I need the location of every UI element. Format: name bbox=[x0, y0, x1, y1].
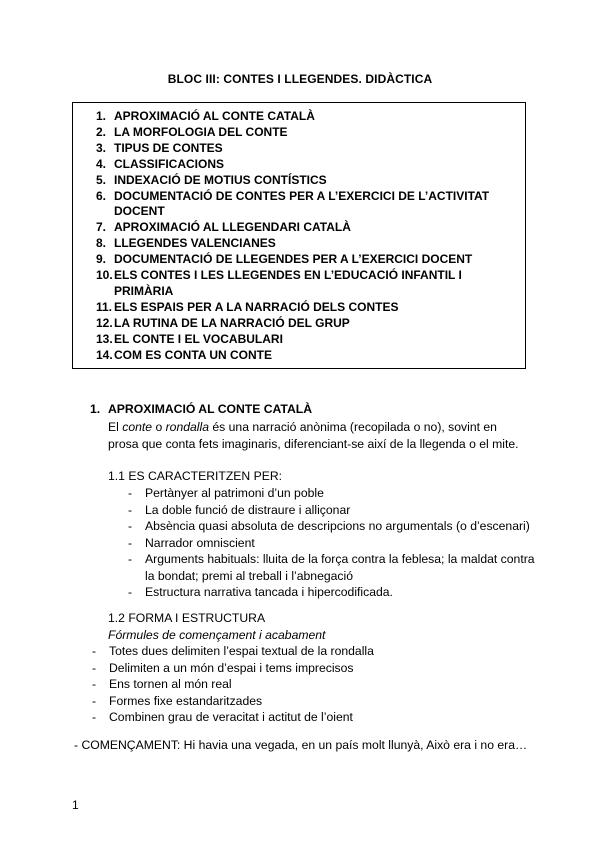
subsection-1-2-subtitle: Fórmules de començament i acabament bbox=[108, 628, 326, 642]
characteristic-item: - Arguments habituals: lluita de la força contra la feblesa; la maldat contra la bondat; premi al treball i l’abnegació bbox=[128, 551, 538, 584]
formula-item: - Ens tornen al món real bbox=[92, 676, 374, 693]
subsection-1-2-title: 1.2 FORMA I ESTRUCTURA bbox=[108, 611, 266, 625]
toc-item-number: 14. bbox=[96, 347, 113, 362]
toc-item-label: INDEXACIÓ DE MOTIUS CONTÍSTICS bbox=[114, 172, 327, 187]
section-1-title: APROXIMACIÓ AL CONTE CATALÀ bbox=[108, 402, 313, 416]
toc-item bbox=[73, 268, 525, 300]
toc-item-number: 11. bbox=[96, 299, 113, 314]
toc-item bbox=[73, 157, 525, 173]
toc-list bbox=[73, 109, 525, 364]
toc-item-number: 10. bbox=[96, 268, 113, 283]
formula-item: - Delimiten a un món d’espai i tems imprecisos bbox=[92, 660, 374, 677]
characteristic-item: - Estructura narrativa tancada i hipercodificada. bbox=[128, 584, 538, 601]
toc-item-label: COM ES CONTA UN CONTE bbox=[114, 347, 272, 362]
formula-item: - Combinen grau de veracitat i actitut de l’oient bbox=[92, 709, 374, 726]
formula-item: - Formes fixe estandaritzades bbox=[92, 693, 374, 710]
section-1-intro bbox=[108, 419, 528, 452]
toc-item bbox=[73, 220, 525, 236]
toc-item-number: 9. bbox=[96, 252, 107, 267]
toc-item-label: APROXIMACIÓ AL LLEGENDARI CATALÀ bbox=[114, 220, 351, 235]
toc-item-label: TIPUS DE CONTES bbox=[114, 140, 223, 155]
characteristic-item: - Absència quasi absoluta de descripcions no argumentals (o d’escenari) bbox=[128, 518, 538, 535]
toc-item bbox=[73, 332, 525, 348]
toc-item-number: 4. bbox=[96, 156, 107, 171]
toc-item-number: 1. bbox=[96, 109, 107, 123]
toc-item-number: 13. bbox=[96, 331, 113, 346]
toc-item-number: 8. bbox=[96, 236, 107, 251]
characteristic-item: - La doble funció de distraure i alliçonar bbox=[128, 502, 538, 519]
toc-item bbox=[73, 236, 525, 252]
toc-item-number: 3. bbox=[96, 140, 107, 155]
toc-item-label: DOCUMENTACIÓ DE CONTES PER A L’EXERCICI DE L’ACTIVITAT DOCENT bbox=[114, 188, 490, 219]
intro-term-conte: conte bbox=[122, 420, 153, 434]
table-of-contents bbox=[72, 102, 526, 369]
toc-item-label: LA MORFOLOGIA DEL CONTE bbox=[114, 124, 288, 139]
toc-item bbox=[73, 141, 525, 157]
formula-item: - Totes dues delimiten l’espai textual de la rondalla bbox=[92, 643, 374, 660]
toc-item bbox=[73, 173, 525, 189]
toc-item-label: ELS ESPAIS PER A LA NARRACIÓ DELS CONTES bbox=[114, 299, 399, 314]
toc-item bbox=[73, 348, 525, 364]
toc-item-label: LA RUTINA DE LA NARRACIÓ DEL GRUP bbox=[114, 315, 350, 330]
toc-item-label: DOCUMENTACIÓ DE LLEGENDES PER A L’EXERCICI DOCENT bbox=[114, 252, 473, 267]
toc-item-label: ELS CONTES I LES LLEGENDES EN L’EDUCACIÓ INFANTIL I PRIMÀRIA bbox=[114, 268, 462, 298]
toc-item-number: 7. bbox=[96, 220, 107, 235]
toc-item-label: LLEGENDES VALENCIANES bbox=[114, 236, 276, 251]
toc-item-number: 5. bbox=[96, 172, 107, 187]
beginning-formula: - COMENÇAMENT: Hi havia una vegada, en un país molt llunyà, Això era i no era… bbox=[74, 738, 528, 752]
subsection-1-1-title: 1.1 ES CARACTERITZEN PER: bbox=[108, 469, 283, 483]
page-title: BLOC III: CONTES I LLEGENDES. DIDÀCTICA bbox=[167, 72, 433, 86]
characteristic-item: - Pertànyer al patrimoni d’un poble bbox=[128, 485, 538, 502]
toc-item bbox=[73, 252, 525, 268]
toc-item bbox=[73, 300, 525, 316]
intro-text: és una narració anònima (recopilada o no), sovint en prosa que conta fets imaginaris, diferenciant-se així de la llegenda o el mite. bbox=[108, 420, 519, 451]
toc-item-label: APROXIMACIÓ AL CONTE CATALÀ bbox=[114, 109, 315, 123]
characteristics-list bbox=[128, 485, 538, 601]
intro-text: El bbox=[108, 420, 123, 434]
toc-item-label: EL CONTE I EL VOCABULARI bbox=[114, 331, 283, 346]
characteristic-item: - Narrador omniscient bbox=[128, 535, 538, 552]
intro-text: o bbox=[152, 420, 166, 434]
section-1-number: 1. bbox=[90, 402, 101, 416]
toc-item bbox=[73, 125, 525, 141]
toc-item-label: CLASSIFICACIONS bbox=[114, 156, 225, 171]
toc-item bbox=[73, 316, 525, 332]
toc-item-number: 2. bbox=[96, 124, 107, 139]
page-number: 1 bbox=[72, 798, 79, 812]
toc-item-number: 12. bbox=[96, 315, 113, 330]
formulas-list bbox=[92, 643, 374, 726]
intro-term-rondalla: rondalla bbox=[165, 420, 209, 434]
toc-item bbox=[73, 189, 525, 221]
toc-item-number: 6. bbox=[96, 188, 107, 203]
toc-item bbox=[73, 109, 525, 125]
